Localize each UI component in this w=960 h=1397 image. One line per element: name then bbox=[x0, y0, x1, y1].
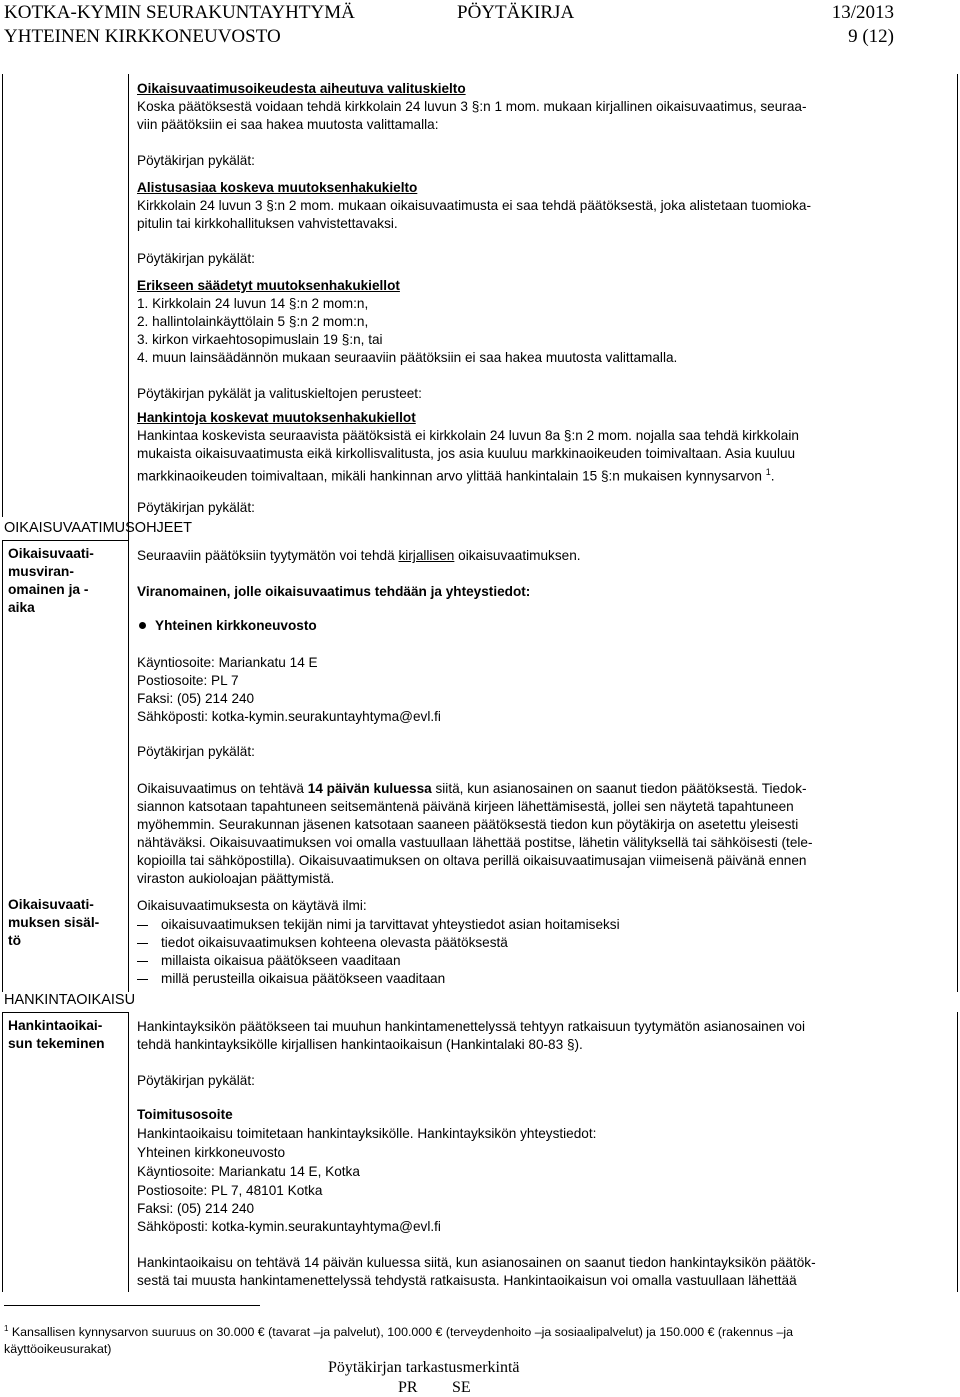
content-item-1: oikaisuvaatimuksen tekijän nimi ja tarvittavat yhteystiedot asian hoitamiseksi bbox=[161, 917, 620, 932]
footer-initials-2: SE bbox=[452, 1379, 471, 1396]
footnote-separator bbox=[4, 1305, 260, 1306]
side-label-hankinta: Hankintaoikai- sun tekeminen bbox=[8, 1018, 105, 1051]
frame-side-top-line bbox=[2, 540, 128, 541]
contact-visit: Käyntiosoite: Mariankatu 14 E bbox=[137, 655, 318, 670]
procurement-ban-pykalat-label: Pöytäkirjan pykälät: bbox=[137, 500, 255, 515]
subordinate-title: Alistusasiaa koskeva muutoksenhakukielto bbox=[137, 180, 418, 195]
procurement-ban-line-3: markkinaoikeuden toimivaltaan, mikäli hankinnan arvo ylittää hankintalain 15 §:n mukaisen kynnysarvon $^1$. bbox=[137, 467, 775, 484]
header-org: KOTKA-KYMIN SEURAKUNTAYHTYMÄ bbox=[4, 2, 355, 23]
deadline-line-6: viraston aukioloajan päättymistä. bbox=[137, 871, 335, 886]
procurement-ban-line-2: mukaista oikaisuvaatimusta eikä kirkollisvalitusta, jos asia kuuluu markkinaoikeuden toimivaltaan. Asia kuuluu bbox=[137, 446, 796, 461]
header-doc-type: PÖYTÄKIRJA bbox=[457, 2, 575, 23]
deadline-line-4: nähtäväksi. Oikaisuvaatimuksen voi omalla vastuullaan lähettää postitse, lähetin välityksellä tai sähköisesti (tele- bbox=[137, 835, 813, 850]
special-item-3: 3. kirkon virkaehtosopimuslain 19 §:n, tai bbox=[137, 332, 383, 347]
deadline-line-3: myöhemmin. Seurakunnan jäsenen katsotaan saaneen päätöksestä tiedon kun pöytäkirja on asetettu yleisesti bbox=[137, 817, 799, 832]
hankinta-deadline-line-2: sestä tai muusta hankintamenettelyssä tehdystä ratkaisusta. Hankintaoikaisun voi omalla vastuullaan lähettää bbox=[137, 1273, 797, 1288]
prohibition-line-2: viin päätöksiin ei saa hakea muutosta valittamalla: bbox=[137, 117, 439, 132]
footer-label: Pöytäkirjan tarkastusmerkintä bbox=[328, 1359, 520, 1376]
special-pykalat-label: Pöytäkirjan pykälät ja valituskieltojen perusteet: bbox=[137, 386, 422, 401]
delivery-line-4: Postiosoite: PL 7, 48101 Kotka bbox=[137, 1183, 323, 1198]
frame-right-line-hankinta bbox=[957, 1012, 958, 1292]
contact-email[interactable]: Sähköposti: kotka-kymin.seurakuntayhtyma@evl.fi bbox=[137, 709, 441, 724]
footnote-mark: 1 bbox=[4, 1324, 9, 1333]
special-item-2: 2. hallintolainkäyttölain 5 §:n 2 mom:n, bbox=[137, 314, 369, 329]
footer-initials-1: PR bbox=[398, 1379, 418, 1396]
prohibition-line-1: Koska päätöksestä voidaan tehdä kirkkolain 24 luvun 3 §:n 1 mom. mukaan kirjallinen oikaisuvaatimus, seuraa- bbox=[137, 99, 807, 114]
content-item-2: tiedot oikaisuvaatimuksen kohteena olevasta päätöksestä bbox=[161, 935, 508, 950]
frame-left-line-bottom bbox=[2, 540, 3, 992]
hankinta-heading: HANKINTAOIKAISU bbox=[4, 992, 136, 1008]
subordinate-line-1: Kirkkolain 24 luvun 3 §:n 2 mom. mukaan oikaisuvaatimusta ei saa tehdä päätöksestä, joka alistetaan tuomioka- bbox=[137, 198, 812, 213]
side-label-content: Oikaisuvaati- muksen sisäl- tö bbox=[8, 897, 100, 948]
authority-name: Yhteinen kirkkoneuvosto bbox=[155, 618, 317, 633]
frame-left-line-hankinta bbox=[2, 1012, 3, 1292]
hankinta-pykalat-label: Pöytäkirjan pykälät: bbox=[137, 1073, 255, 1088]
delivery-line-6[interactable]: Sähköposti: kotka-kymin.seurakuntayhtyma@evl.fi bbox=[137, 1219, 441, 1234]
special-item-4: 4. muun lainsäädännön mukaan seuraaviin päätöksiin ei saa hakea muutosta valittamalla. bbox=[137, 350, 678, 365]
ohjeet-intro: Seuraaviin päätöksiin tyytymätön voi tehdä kirjallisen oikaisuvaatimuksen. bbox=[137, 548, 581, 563]
ohjeet-heading: OIKAISUVAATIMUSOHJEET bbox=[4, 520, 192, 536]
subordinate-pykalat-label: Pöytäkirjan pykälät: bbox=[137, 251, 255, 266]
delivery-line-5: Faksi: (05) 214 240 bbox=[137, 1201, 255, 1216]
frame-hankinta-top-line bbox=[2, 1012, 128, 1013]
content-intro: Oikaisuvaatimuksesta on käytävä ilmi: bbox=[137, 898, 367, 913]
contact-fax: Faksi: (05) 214 240 bbox=[137, 691, 255, 706]
header-doc-number: 13/2013 bbox=[831, 2, 894, 23]
delivery-line-2: Yhteinen kirkkoneuvosto bbox=[137, 1145, 286, 1160]
header-page: 9 (12) bbox=[848, 26, 894, 47]
delivery-line-3: Käyntiosoite: Mariankatu 14 E, Kotka bbox=[137, 1164, 360, 1179]
dash-icon bbox=[137, 961, 148, 962]
bullet-dot-icon bbox=[139, 622, 146, 629]
delivery-title: Toimitusosoite bbox=[137, 1107, 233, 1122]
prohibition-title: Oikaisuvaatimusoikeudesta aiheutuva valituskielto bbox=[137, 81, 466, 96]
prohibition-pykalat-label: Pöytäkirjan pykälät: bbox=[137, 153, 255, 168]
ohjeet-pykalat-label: Pöytäkirjan pykälät: bbox=[137, 744, 255, 759]
header-body: YHTEINEN KIRKKONEUVOSTO bbox=[4, 26, 281, 47]
frame-left-line-top bbox=[2, 74, 3, 517]
dash-icon bbox=[137, 979, 148, 980]
authority-heading: Viranomainen, jolle oikaisuvaatimus tehdään ja yhteystiedot: bbox=[137, 584, 531, 599]
content-item-3: millaista oikaisua päätökseen vaaditaan bbox=[161, 953, 401, 968]
side-label-authority: Oikaisuvaati- musviran- omainen ja - aika bbox=[8, 546, 94, 615]
hankinta-deadline-line-1: Hankintaoikaisu on tehtävä 14 päivän kuluessa siitä, kun asianosainen on saanut tiedon hankintayksikön päätök- bbox=[137, 1255, 816, 1270]
hankinta-line-2: tehdä hankintayksikölle kirjallisen hankintaoikaisun (Hankintalaki 80-83 §). bbox=[137, 1037, 583, 1052]
deadline-line-5: kopioilla tai sähköpostilla). Oikaisuvaatimuksen on oltava perillä oikaisuvaatimusajan viimeisenä päivänä ennen bbox=[137, 853, 807, 868]
dash-icon bbox=[137, 925, 148, 926]
procurement-ban-line-1: Hankintaa koskevista seuraavista päätöksistä ei kirkkolain 24 luvun 8a §:n 2 mom. nojalla saa tehdä kirkkolain bbox=[137, 428, 799, 443]
special-item-1: 1. Kirkkolain 24 luvun 14 §:n 2 mom:n, bbox=[137, 296, 369, 311]
hankinta-line-1: Hankintayksikön päätökseen tai muuhun hankintamenettelyssä tehtyyn ratkaisuun tyytymätön asianosainen voi bbox=[137, 1019, 805, 1034]
footnote: $^1$ Kansallisen kynnysarvon suuruus on 30.000 € (tavarat –ja palvelut), 100.000 € (terveydenhoito –ja sosiaalipalvelut) ja 150.000 € (rakennus –ja käyttöoikeusurakat) bbox=[4, 1324, 794, 1357]
content-item-4: millä perusteilla oikaisua päätökseen vaaditaan bbox=[161, 971, 446, 986]
delivery-line-1: Hankintaoikaisu toimitetaan hankintayksikölle. Hankintayksikön yhteystiedot: bbox=[137, 1126, 597, 1141]
dash-icon bbox=[137, 943, 148, 944]
procurement-ban-title: Hankintoja koskevat muutoksenhakukiellot bbox=[137, 410, 416, 425]
footnote-reference[interactable]: 1 bbox=[765, 467, 771, 477]
contact-post: Postiosoite: PL 7 bbox=[137, 673, 239, 688]
frame-divider-line-hankinta bbox=[128, 1012, 129, 1292]
deadline-line-2: siannon katsotaan tapahtuneen seitsemäntenä päivänä kirjeen lähettämisestä, jollei sen näytetä tapahtuneen bbox=[137, 799, 794, 814]
special-title: Erikseen säädetyt muutoksenhakukiellot bbox=[137, 278, 400, 293]
subordinate-line-2: pitulin tai kirkkohallituksen vahvistettavaksi. bbox=[137, 216, 398, 231]
deadline-line-1: Oikaisuvaatimus on tehtävä 14 päivän kuluessa siitä, kun asianosainen on saanut tiedon päätöksestä. Tiedok- bbox=[137, 781, 807, 796]
frame-right-line bbox=[957, 74, 958, 992]
